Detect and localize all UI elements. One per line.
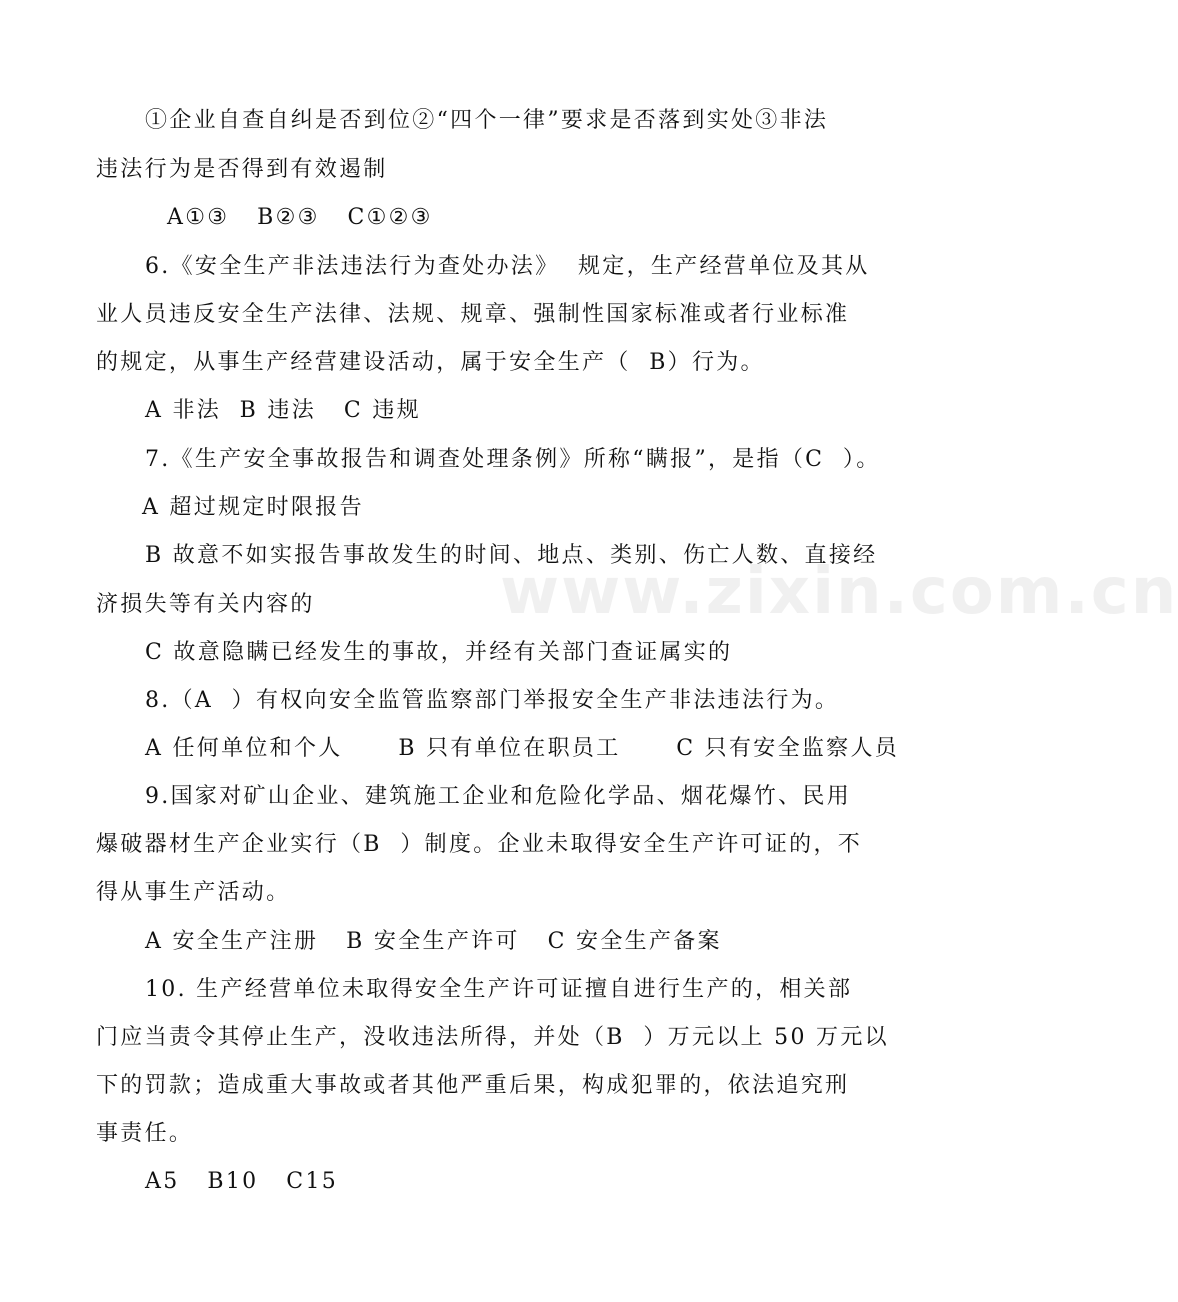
text-line-q5-statement: ①企业自查自纠是否到位②“四个一律”要求是否落到实处③非法 [145, 108, 829, 133]
text-line-q9-options: A 安全生产注册 B 安全生产许可 C 安全生产备案 [145, 929, 722, 954]
text-line-q7-option-b-cont: 济损失等有关内容的 [96, 592, 315, 617]
text-line-q5-statement-cont: 违法行为是否得到有效遏制 [96, 157, 388, 182]
text-line-q5-options: A①③ B②③ C①②③ [167, 205, 433, 230]
text-line-q7-option-b: B 故意不如实报告事故发生的时间、地点、类别、伤亡人数、直接经 [145, 543, 878, 568]
text-line-q7: 7.《生产安全事故报告和调查处理条例》所称“瞒报”，是指（C ）。 [145, 447, 881, 472]
text-line-q9-cont1: 爆破器材生产企业实行（B ）制度。企业未取得安全生产许可证的，不 [96, 832, 863, 857]
text-line-q6-cont1: 业人员违反安全生产法律、法规、规章、强制性国家标准或者行业标准 [96, 302, 850, 327]
text-line-q10-options: A5 B10 C15 [145, 1169, 339, 1194]
text-line-q10-cont1: 门应当责令其停止生产，没收违法所得，并处（B ）万元以上 50 万元以 [96, 1025, 889, 1050]
text-line-q9-cont2: 得从事生产活动。 [96, 880, 291, 905]
watermark: www.zixin.com.cn [500, 555, 1178, 629]
text-line-q6-options: A 非法 B 违法 C 违规 [145, 398, 421, 423]
text-line-q7-option-a: A 超过规定时限报告 [142, 495, 364, 520]
text-line-q10-cont2: 下的罚款；造成重大事故或者其他严重后果，构成犯罪的，依法追究刑 [96, 1073, 850, 1098]
text-line-q9: 9.国家对矿山企业、建筑施工企业和危险化学品、烟花爆竹、民用 [145, 784, 851, 809]
text-line-q10-cont3: 事责任。 [96, 1121, 194, 1146]
text-line-q8-options: A 任何单位和个人 B 只有单位在职员工 C 只有安全监察人员 [145, 736, 900, 761]
text-line-q8: 8.（A ）有权向安全监管监察部门举报安全生产非法违法行为。 [145, 688, 840, 713]
text-line-q7-option-c: C 故意隐瞒已经发生的事故，并经有关部门查证属实的 [145, 640, 733, 665]
text-line-q6: 6.《安全生产非法违法行为查处办法》 规定，生产经营单位及其从 [145, 254, 870, 279]
text-line-q10: 10. 生产经营单位未取得安全生产许可证擅自进行生产的，相关部 [145, 977, 853, 1002]
text-line-q6-cont2: 的规定，从事生产经营建设活动，属于安全生产（ B）行为。 [96, 350, 765, 375]
